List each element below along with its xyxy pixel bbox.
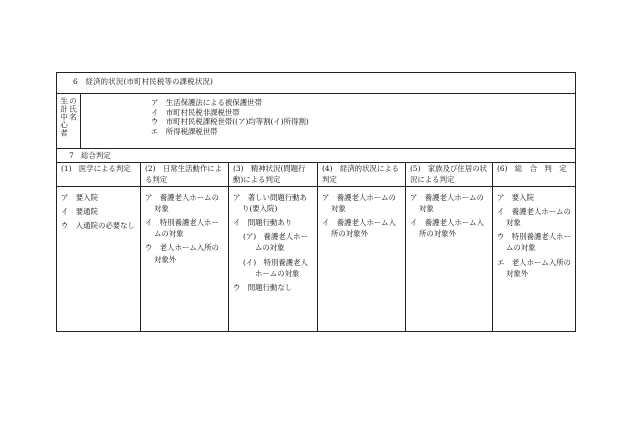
option: ア 養護老人ホームの対象: [410, 193, 484, 214]
option: ウ 入通院の必要なし: [61, 221, 135, 231]
option: イ 要通院: [61, 207, 98, 217]
option: ア 要入院: [497, 193, 534, 202]
column-header: (3) 精神状況(問題行動)による判定: [229, 163, 317, 187]
option: ア 養護老人ホームの対象: [322, 193, 396, 214]
tax-status-option: エ 所得税課税世帯: [151, 126, 218, 136]
option: エ 老人ホーム入所の対象外: [497, 257, 571, 278]
option: イ 問題行動あり: [233, 218, 293, 228]
judgement-column-adl: [141, 163, 229, 331]
assessment-form-table: [56, 72, 576, 332]
judgement-column-mental: [229, 163, 318, 331]
tax-status-option: ウ 市町村民税課税世帯((ア)均等割(イ)所得割): [151, 117, 309, 127]
judgement-column-medical: [57, 163, 141, 331]
column-header: (1) 医学による判定: [57, 163, 140, 187]
section-6-title: 6 経済的状況(市町村民税等の課税状況): [73, 77, 214, 86]
option: ア 養護老人ホームの対象: [145, 193, 219, 214]
option: ウ 特別養護老人ホームの対象: [497, 232, 571, 253]
tax-status-option: イ 市町村民税非課税世帯: [151, 107, 240, 117]
judgement-column-economic: [318, 163, 406, 331]
tax-status-option: ア 生活保護法による被保護世帯: [151, 98, 262, 107]
column-header: (6) 総 合 判 定: [493, 163, 575, 187]
household-head-label-line2: の氏名: [68, 97, 78, 121]
option: ア 要入院: [61, 193, 98, 202]
column-header: (5) 家族及び住居の状況による判定: [406, 163, 492, 187]
tax-status-options: [81, 94, 309, 148]
judgement-grid: [57, 163, 575, 331]
sub-option: (ア) 養護老人ホームの対象: [243, 232, 308, 253]
option: イ 養護老人ホーム入所の対象外: [410, 218, 484, 239]
option: イ 養護老人ホーム入所の対象外: [322, 218, 396, 239]
column-header: (4) 経済的状況による判定: [318, 163, 405, 187]
section-6-header: [57, 73, 575, 94]
option: ウ 問題行動なし: [233, 282, 293, 292]
option: イ 特別養護老人ホームの対象: [145, 218, 219, 239]
option: イ 養護老人ホームの対象: [497, 207, 571, 228]
section-7-title: 7 総合判定: [69, 151, 111, 160]
option: ア 著しい問題行動あり(要入院): [233, 193, 307, 214]
household-head-label: [57, 94, 81, 148]
judgement-column-overall: [493, 163, 575, 331]
judgement-column-family: [406, 163, 493, 331]
household-head-label-line1: 生計中心者: [59, 97, 69, 137]
income-status-row: [57, 94, 575, 149]
section-7-header: [57, 149, 575, 163]
sub-option: (イ) 特別養護老人ホームの対象: [243, 257, 308, 278]
column-header: (2) 日常生活動作による判定: [141, 163, 228, 187]
option: ウ 老人ホーム入所の対象外: [145, 243, 219, 264]
